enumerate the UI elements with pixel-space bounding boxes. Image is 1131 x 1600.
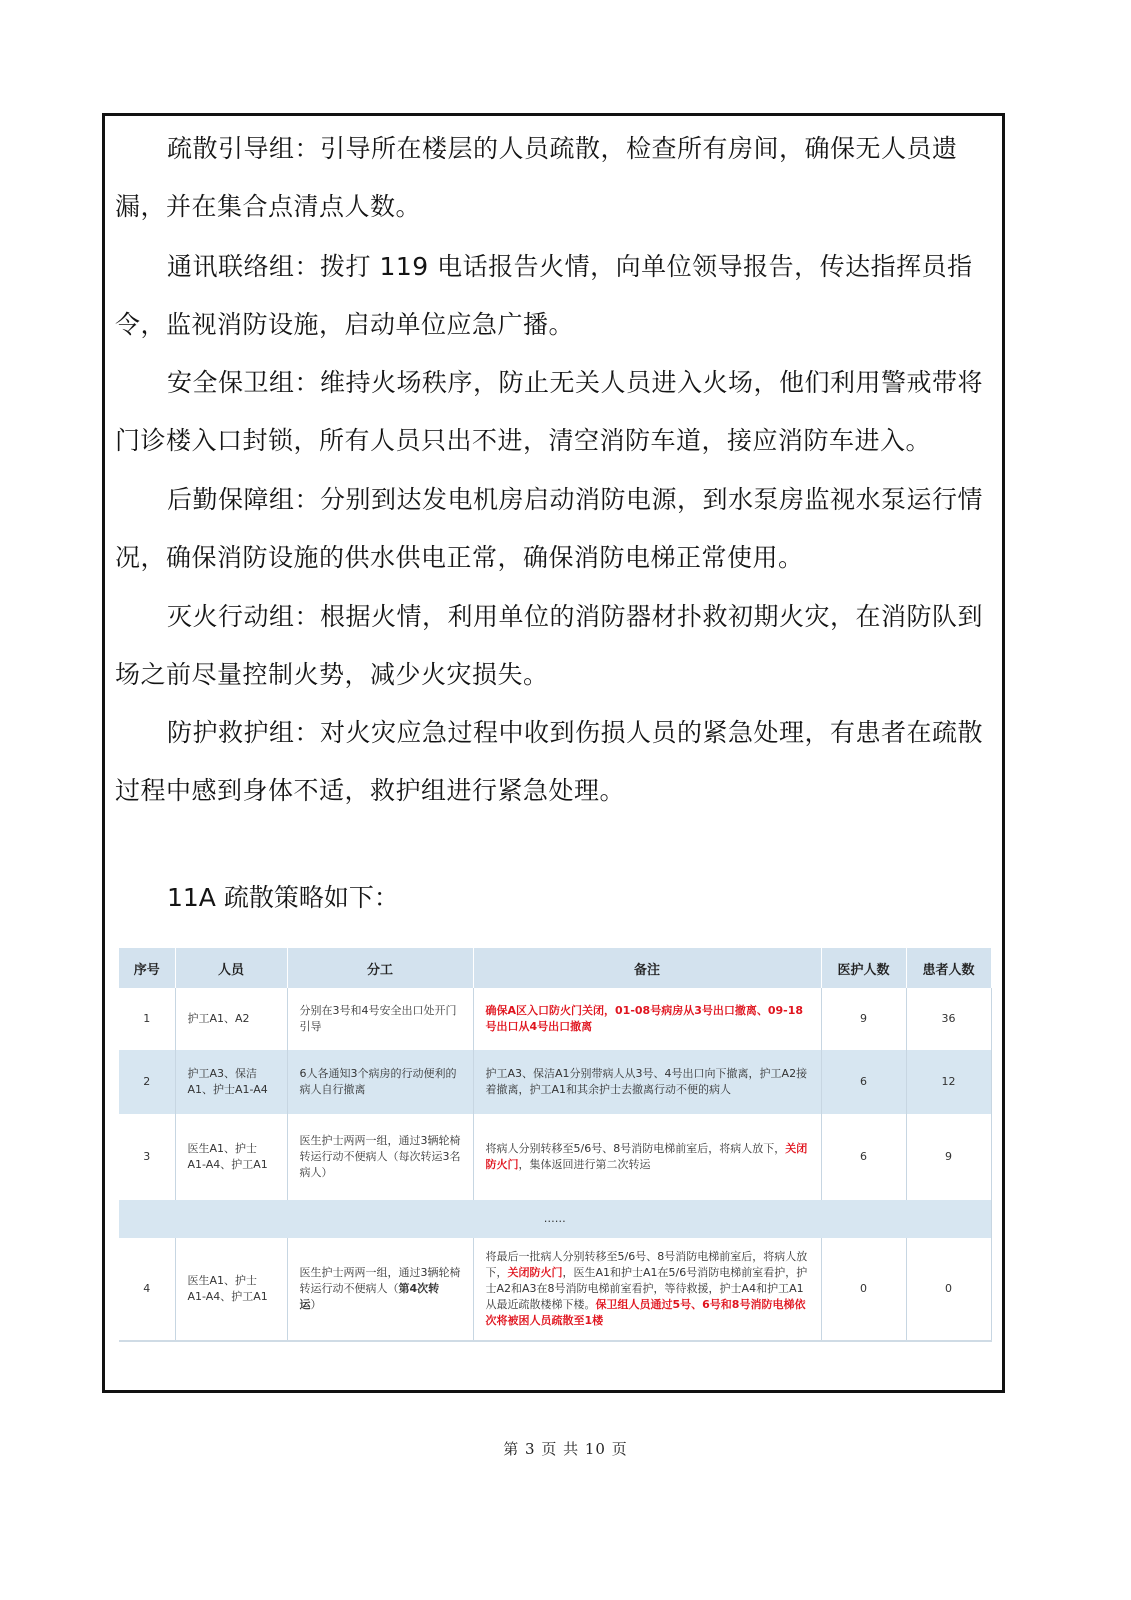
cell-no: 3 (119, 1114, 175, 1200)
note-text: 保卫组人员通过5号、6号和8号消防电梯依次将被困人员疏散至1楼 (485, 1298, 806, 1327)
note-text: ，集体返回进行第二次转运 (518, 1158, 651, 1171)
cell-task (287, 1238, 473, 1341)
note-text: 确保A区入口防火门关闭， (485, 1004, 616, 1017)
cell-medical: 6 (821, 1050, 906, 1114)
paragraph-evacuation-guide: 疏散引导组：引导所在楼层的人员疏散，检查所有房间，确保无人员遗漏，并在集合点清点人数。 (115, 134, 958, 221)
cell-no: 4 (119, 1238, 175, 1341)
task-text: ） (310, 1298, 322, 1311)
header-task: 分工 (287, 948, 473, 988)
cell-patients: 36 (906, 988, 991, 1050)
page-footer: 第 3 页 共 10 页 (503, 1440, 628, 1458)
table-row (119, 1050, 991, 1114)
cell-note (473, 1050, 821, 1114)
note-text: 01-08号病房从3号出口撤离、09-18号出口从4号出口撤离 (485, 1004, 804, 1033)
note-text: 关闭防火门 (485, 1142, 808, 1171)
paragraph-firefighting: 灭火行动组：根据火情，利用单位的消防器材扑救初期火灾，在消防队到场之前尽量控制火势，减少火灾损失。 (115, 602, 984, 689)
task-text: 第4次转运 (299, 1282, 440, 1311)
cell-note (473, 1114, 821, 1200)
paragraph-logistics: 后勤保障组：分别到达发电机房启动消防电源，到水泵房监视水泵运行情况，确保消防设施的供水供电正常，确保消防电梯正常使用。 (115, 485, 984, 572)
header-medical: 医护人数 (821, 948, 906, 988)
cell-task: 6人各通知3个病房的行动便利的病人自行撤离 (287, 1050, 473, 1114)
note-text: ，医生A1和护士A1在5/6号消防电梯前室看护，护士A2和A3在8号消防电梯前室看护，等待救援，护士A4和护工A1从最近疏散楼梯下楼。 (485, 1266, 808, 1311)
evacuation-table-wrapper (119, 948, 991, 1342)
cell-patients: 9 (906, 1114, 991, 1200)
page-frame (102, 113, 1005, 1393)
cell-note (473, 1238, 821, 1341)
cell-patients: 12 (906, 1050, 991, 1114)
header-no: 序号 (119, 948, 175, 988)
note-text: 关闭防火门 (507, 1266, 563, 1279)
evacuation-table (119, 948, 992, 1342)
cell-no: 2 (119, 1050, 175, 1114)
cell-note (473, 988, 821, 1050)
cell-staff: 医生A1、护士A1-A4、护工A1 (175, 1114, 287, 1200)
strategy-heading: 11A 疏散策略如下： (167, 883, 399, 912)
note-text: 护工A3、保洁A1分别带病人从3号、4号出口向下撤离，护工A2接着撤离，护工A1和其余护士去撤离行动不便的病人 (485, 1067, 808, 1096)
cell-medical: 0 (821, 1238, 906, 1341)
table-row (119, 1114, 991, 1200)
note-text: 将最后一批病人分别转移至5/6号、8号消防电梯前室后，将病人放下， (485, 1250, 808, 1279)
header-patients: 患者人数 (906, 948, 991, 988)
table-row-ellipsis (119, 1200, 991, 1238)
cell-no: 1 (119, 988, 175, 1050)
paragraph-communication: 通讯联络组：拨打 119 电话报告火情，向单位领导报告，传达指挥员指令，监视消防设施，启动单位应急广播。 (115, 252, 973, 339)
ellipsis-cell: …… (119, 1200, 991, 1238)
table-header-row (119, 948, 991, 988)
cell-patients: 0 (906, 1238, 991, 1341)
cell-medical: 6 (821, 1114, 906, 1200)
cell-staff: 护工A3、保洁A1、护士A1-A4 (175, 1050, 287, 1114)
task-text: 医生护士两两一组，通过3辆轮椅转运行动不便病人（ (299, 1266, 461, 1295)
note-text: 将病人分别转移至5/6号、8号消防电梯前室后，将病人放下， (485, 1142, 786, 1155)
header-note: 备注 (473, 948, 821, 988)
cell-medical: 9 (821, 988, 906, 1050)
cell-task: 医生护士两两一组，通过3辆轮椅转运行动不便病人（每次转运3名病人） (287, 1114, 473, 1200)
cell-staff: 护工A1、A2 (175, 988, 287, 1050)
cell-task: 分别在3号和4号安全出口处开门引导 (287, 988, 473, 1050)
header-staff: 人员 (175, 948, 287, 988)
table-row (119, 1238, 991, 1341)
paragraph-rescue: 防护救护组：对火灾应急过程中收到伤损人员的紧急处理，有患者在疏散过程中感到身体不适，救护组进行紧急处理。 (115, 718, 984, 805)
paragraph-security: 安全保卫组：维持火场秩序，防止无关人员进入火场，他们利用警戒带将门诊楼入口封锁，所有人员只出不进，清空消防车道，接应消防车进入。 (115, 368, 984, 455)
table-row (119, 988, 991, 1050)
cell-staff: 医生A1、护士A1-A4、护工A1 (175, 1238, 287, 1341)
